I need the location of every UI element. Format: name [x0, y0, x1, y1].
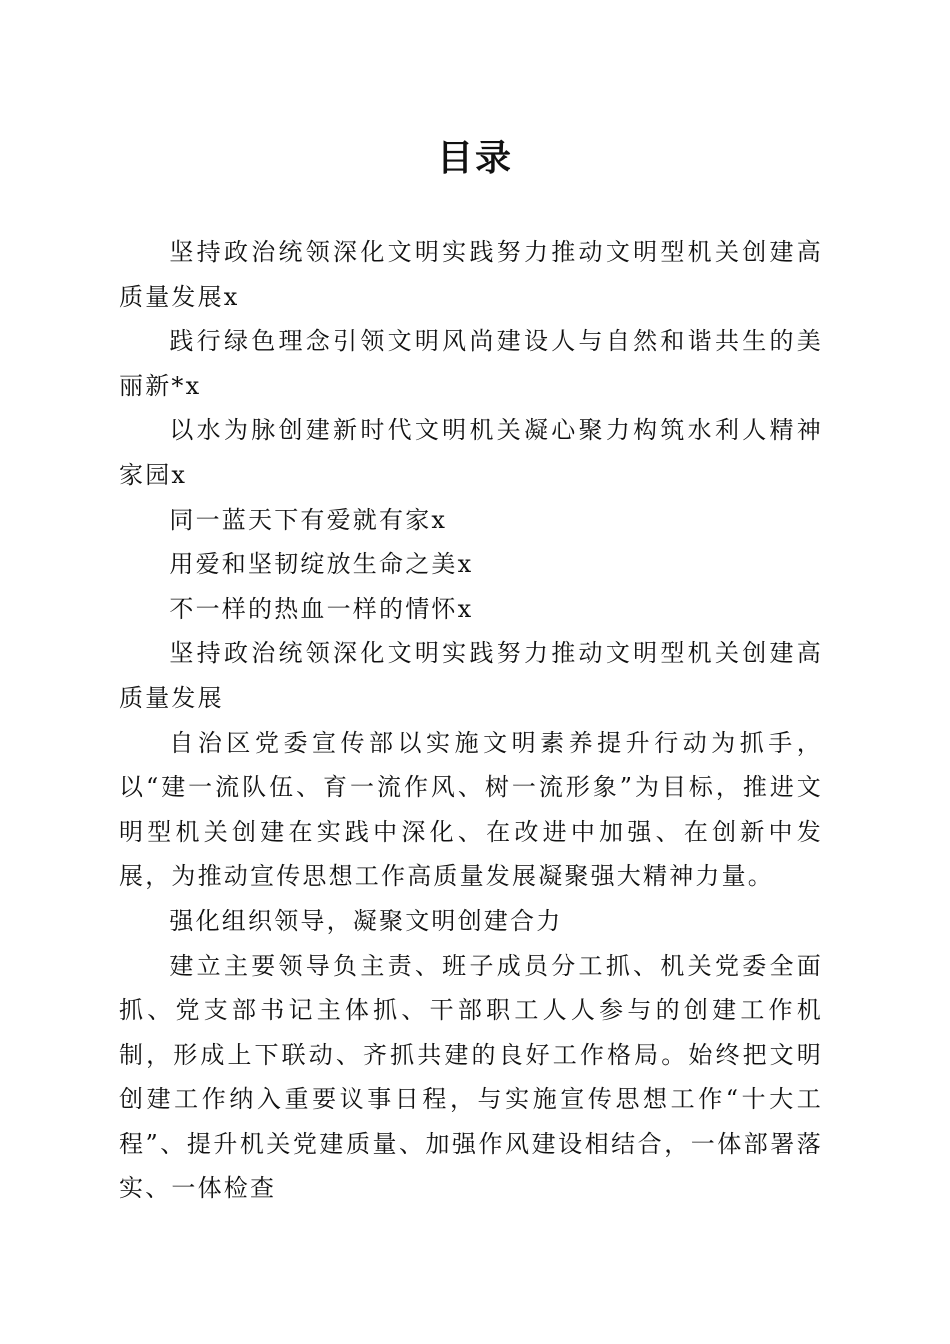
section-body: 建立主要领导负主责、班子成员分工抓、机关党委全面抓、党支部书记主体抓、干部职工人人参与的创建工作机制，形成上下联动、齐抓共建的良好工作格局。始终把文明创建工作纳入重要议事日程，与实施宣传思想工作“十大工程”、提升机关党建质量、加强作风建设相结合，一体部署落实、一体检查 — [119, 951, 823, 1203]
document-body — [119, 230, 823, 1211]
page-title: 目录 — [436, 137, 513, 179]
toc-entry[interactable]: 以水为脉创建新时代文明机关凝心聚力构筑水利人精神家园x — [119, 416, 823, 489]
toc-entry[interactable]: 用爱和坚韧绽放生命之美x — [169, 550, 474, 579]
toc-entry[interactable]: 不一样的热血一样的情怀x — [169, 594, 474, 623]
toc-entry[interactable]: 同一蓝天下有爱就有家x — [169, 505, 448, 534]
section-heading: 强化组织领导，凝聚文明创建合力 — [169, 906, 563, 935]
article-intro: 自治区党委宣传部以实施文明素养提升行动为抓手，以“建一流队伍、育一流作风、树一流形象”为目标，推进文明型机关创建在实践中深化、在改进中加强、在创新中发展，为推动宣传思想工作高质量发展凝聚强大精神力量。 — [119, 728, 823, 891]
article-heading: 坚持政治统领深化文明实践努力推动文明型机关创建高质量发展 — [119, 639, 823, 712]
toc-entry[interactable]: 坚持政治统领深化文明实践努力推动文明型机关创建高质量发展x — [119, 238, 823, 311]
toc-entry[interactable]: 践行绿色理念引领文明风尚建设人与自然和谐共生的美丽新*x — [119, 327, 823, 400]
